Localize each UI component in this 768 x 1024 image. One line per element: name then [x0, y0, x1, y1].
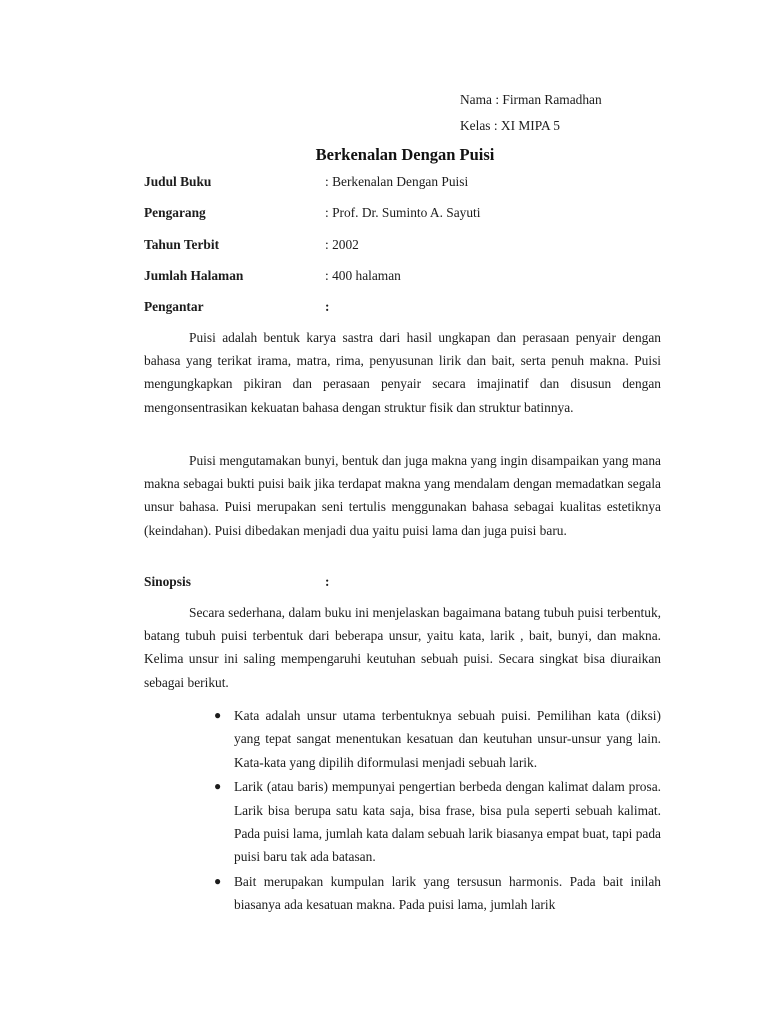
bullet-icon: ● — [214, 873, 222, 888]
info-value: : — [325, 299, 330, 314]
bullet-icon: ● — [214, 708, 222, 722]
student-name: Nama : Firman Ramadhan — [460, 92, 602, 107]
list-item — [144, 870, 661, 917]
sinopsis-paragraph: Secara sederhana, dalam buku ini menjelaskan bagaimana batang tubuh puisi terbentuk, batang tubuh puisi terbentuk dari beberapa unsur, yaitu kata, larik , bait, bunyi, dan makna. Kelima unsur ini saling mempengaruhi keutuhan sebuah puisi. Secara singkat bisa diuraikan sebagai berikut. — [144, 605, 661, 690]
list-item — [144, 775, 661, 869]
pengantar-paragraph-2: Puisi mengutamakan bunyi, bentuk dan juga makna yang ingin disampaikan yang mana makna sebagai bukti puisi baik jika terdapat makna yang mendalam dengan memadatkan segala unsur bahasa. Puisi merupakan seni tertulis menggunakan bahasa sebagai kualitas estetiknya (keindahan). Puisi dibedakan menjadi dua yaitu puisi lama dan juga puisi baru. — [144, 453, 661, 538]
info-label: Jumlah Halaman — [144, 268, 244, 283]
info-value: : Berkenalan Dengan Puisi — [325, 174, 469, 189]
info-value: : Prof. Dr. Suminto A. Sayuti — [325, 205, 481, 220]
sinopsis-label: Sinopsis — [144, 574, 191, 589]
bullet-icon: ● — [214, 779, 222, 794]
unsur-list — [144, 704, 661, 918]
list-item-text: Kata adalah unsur utama terbentuknya sebuah puisi. Pemilihan kata (diksi) yang tepat sangat menentukan kesatuan dan keutuhan unsur-unsur yang lain. Kata-kata yang dipilih diformulasi menjadi sebuah larik. — [234, 708, 661, 770]
pengantar-paragraph-1: Puisi adalah bentuk karya sastra dari hasil ungkapan dan perasaan penyair dengan bahasa yang terikat irama, matra, rima, penyusunan lirik dan bait, serta penuh makna. Puisi mengungkapkan pikiran dan perasaan penyair secara imajinatif dan disusun dengan mengonsentrasikan kekuatan bahasa dengan struktur fisik dan struktur batinnya. — [144, 330, 661, 415]
info-value: : 400 halaman — [325, 268, 401, 283]
document-title: Berkenalan Dengan Puisi — [315, 145, 495, 164]
list-item — [144, 704, 661, 774]
info-label: Pengarang — [144, 205, 206, 220]
student-class: Kelas : XI MIPA 5 — [460, 118, 560, 133]
list-item-text: Bait merupakan kumpulan larik yang tersusun harmonis. Pada bait inilah biasanya ada kesatuan makna. Pada puisi lama, jumlah larik — [234, 873, 661, 913]
sinopsis-colon: : — [325, 574, 330, 589]
info-value: : 2002 — [325, 237, 359, 252]
info-label: Tahun Terbit — [144, 237, 220, 252]
list-item-text: Larik (atau baris) mempunyai pengertian berbeda dengan kalimat dalam prosa. Larik bisa berupa satu kata saja, bisa frase, bisa pula seperti sebuah kalimat. Pada puisi lama, jumlah kata dalam sebuah larik biasanya empat buat, tapi pada puisi baru tak ada batasan. — [234, 779, 661, 865]
info-label: Judul Buku — [144, 174, 212, 189]
info-label: Pengantar — [144, 299, 204, 314]
